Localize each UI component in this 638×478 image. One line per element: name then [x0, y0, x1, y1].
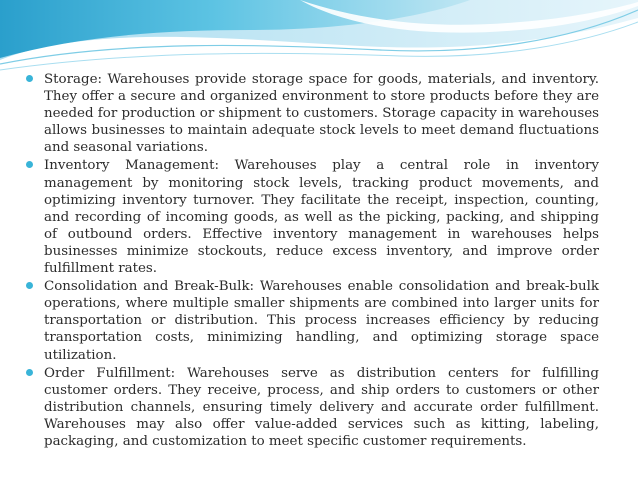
bullet-consolidation	[26, 278, 599, 363]
bullet-dot-icon	[26, 282, 33, 289]
bullet-text: Order Fulfillment: Warehouses serve as distribution centers for fulfilling customer orders. They receive, process, and ship orders to customers or other distribution channels, ensuring timely delivery and accurate order fulfillment. Warehouses may also offer value-added services such as kitting, labeling, packaging, and customization to meet specific customer requirements.	[44, 365, 599, 449]
bullet-storage	[26, 71, 599, 156]
bullet-text: Inventory Management: Warehouses play a central role in inventory management by monitoring stock levels, tracking product movements, and optimizing inventory turnover. They facilitate the receipt, inspection, counting, and recording of incoming goods, as well as the picking, packing, and shipping of outbound orders. Effective inventory management in warehouses helps businesses minimize stockouts, reduce excess inventory, and improve order fulfillment rates.	[44, 158, 599, 277]
bullet-order-fulfillment	[26, 365, 599, 450]
bullet-text: Consolidation and Break-Bulk: Warehouses enable consolidation and break-bulk operations, where multiple smaller shipments are combined into larger units for transportation or distribution. This process increases efficiency by reducing transportation costs, minimizing handling, and optimizing storage space utilization.	[44, 279, 599, 363]
bullet-dot-icon	[26, 369, 33, 376]
bullet-dot-icon	[26, 75, 33, 82]
bullet-dot-icon	[26, 161, 33, 168]
bullet-list	[26, 71, 599, 451]
header-wave-decoration	[0, 0, 638, 80]
bullet-inventory-management	[26, 157, 599, 277]
bullet-text: Storage: Warehouses provide storage space for goods, materials, and inventory. They offer a secure and organized environment to store products before they are needed for production or shipment to customers. Storage capacity in warehouses allows businesses to maintain adequate stock levels to meet demand fluctuations and seasonal variations.	[44, 72, 599, 156]
